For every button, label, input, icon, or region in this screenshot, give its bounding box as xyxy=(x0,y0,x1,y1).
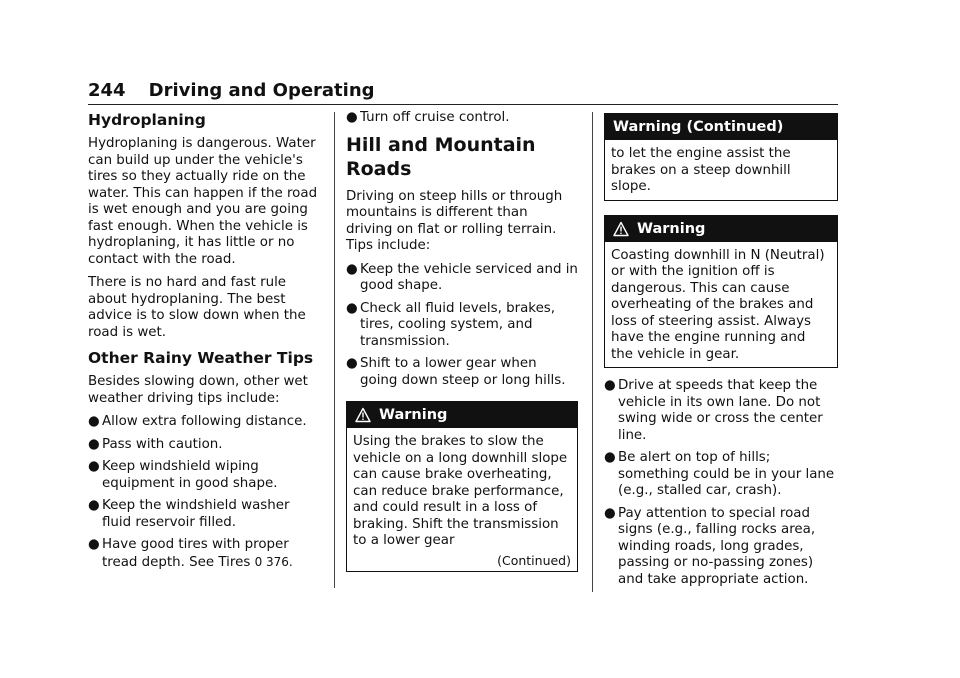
column-divider-1 xyxy=(334,112,335,588)
column-3 xyxy=(604,110,838,594)
warning-text: Coasting downhill in N (Neutral) or with the ignition off is dangerous. This can cause overheating of the brakes and loss of steering assist. Always have the engine running and the vehicle in gear. xyxy=(611,247,825,362)
page-number: 244 xyxy=(88,80,126,101)
continued-label: (Continued) xyxy=(497,552,571,568)
warning-icon xyxy=(613,221,629,237)
warning-continued-title: Warning (Continued) xyxy=(613,119,784,135)
heading-hydroplaning: Hydroplaning xyxy=(88,111,206,129)
list-item: ● Have good tires with proper tread depth. See Tires 0 376. xyxy=(88,537,293,570)
bullet-icon: ● xyxy=(88,436,100,452)
warning-box xyxy=(604,215,838,369)
list-item: ● Shift to a lower gear when going down steep or long hills. xyxy=(346,356,566,388)
list-item: ● Be alert on top of hills; something could be in your lane (e.g., stalled car, crash). xyxy=(604,450,835,498)
bullet-icon: ● xyxy=(604,450,616,465)
list-item: ● Check all fluid levels, brakes, tires, cooling system, and transmission. xyxy=(346,300,556,349)
page-header xyxy=(88,80,838,101)
bullet-icon: ● xyxy=(88,414,100,429)
list-item: ● Turn off cruise control. xyxy=(346,110,510,125)
warning-header xyxy=(605,216,837,242)
bullet-icon: ● xyxy=(604,505,616,521)
list-item: ● Keep the windshield washer fluid reservoir filled. xyxy=(88,498,290,530)
bullet-icon: ● xyxy=(346,110,358,125)
section-title: Driving and Operating xyxy=(148,80,375,101)
heading-hill-and-mountain-roads: Hill and Mountain Roads xyxy=(346,133,536,180)
list-item: ● Drive at speeds that keep the vehicle in its own lane. Do not swing wide or cross the center line. xyxy=(604,378,823,443)
warning-continued-box xyxy=(604,113,838,201)
list-item: ● Pass with caution. xyxy=(88,436,223,452)
paragraph: Besides slowing down, other wet weather driving tips include: xyxy=(88,374,308,406)
warning-continued-text: to let the engine assist the brakes on a steep downhill slope. xyxy=(611,146,791,194)
bullet-list xyxy=(346,262,578,390)
heading-other-rainy-weather-tips: Other Rainy Weather Tips xyxy=(88,349,314,367)
reference-arrow-icon: 0 xyxy=(254,554,263,569)
list-item: ● Pay attention to special road signs (e.g., falling rocks area, winding roads, long grades, passing or no-passing zones) and take appropriate action. xyxy=(604,505,816,587)
warning-box xyxy=(346,401,578,572)
warning-header xyxy=(347,402,577,428)
column-2 xyxy=(346,110,578,572)
bullet-icon: ● xyxy=(88,459,100,474)
warning-icon xyxy=(355,407,371,423)
paragraph: Hydroplaning is dangerous. Water can build up under the vehicle's tires so they actually ride on the water. This can happen if the road is wet enough and you are going fast enough. When the vehicle is hydroplaning, it has little or no contact with the road. xyxy=(88,136,318,267)
bullet-icon: ● xyxy=(88,537,100,552)
bullet-icon: ● xyxy=(604,378,616,393)
warning-title: Warning xyxy=(637,220,706,237)
column-1 xyxy=(88,110,320,577)
bullet-icon: ● xyxy=(346,300,358,316)
list-item: ● Keep the vehicle serviced and in good shape. xyxy=(346,261,578,293)
column-divider-2 xyxy=(592,112,593,592)
reference-page: 376. xyxy=(266,554,293,569)
list-item: ● Allow extra following distance. xyxy=(88,414,307,429)
paragraph: There is no hard and fast rule about hydroplaning. The best advice is to slow down when the road is wet. xyxy=(88,275,306,340)
bullet-icon: ● xyxy=(346,356,358,371)
page-reference-link[interactable] xyxy=(255,555,293,569)
bullet-icon: ● xyxy=(88,498,100,513)
header-rule xyxy=(88,104,838,105)
bullet-list xyxy=(88,414,320,571)
bullet-list xyxy=(604,378,838,588)
bullet-list xyxy=(346,110,578,127)
paragraph: Driving on steep hills or through mountains is different than driving on flat or rolling terrain. Tips include: xyxy=(346,188,563,253)
warning-continued-header xyxy=(605,114,837,140)
bullet-icon: ● xyxy=(346,261,358,277)
warning-title: Warning xyxy=(379,407,448,423)
list-item: ● Keep windshield wiping equipment in good shape. xyxy=(88,459,278,491)
warning-text: Using the brakes to slow the vehicle on a long downhill slope can cause brake overheating, can reduce brake performance, and could result in a loss of braking. Shift the transmission to a lower gear xyxy=(353,434,568,548)
